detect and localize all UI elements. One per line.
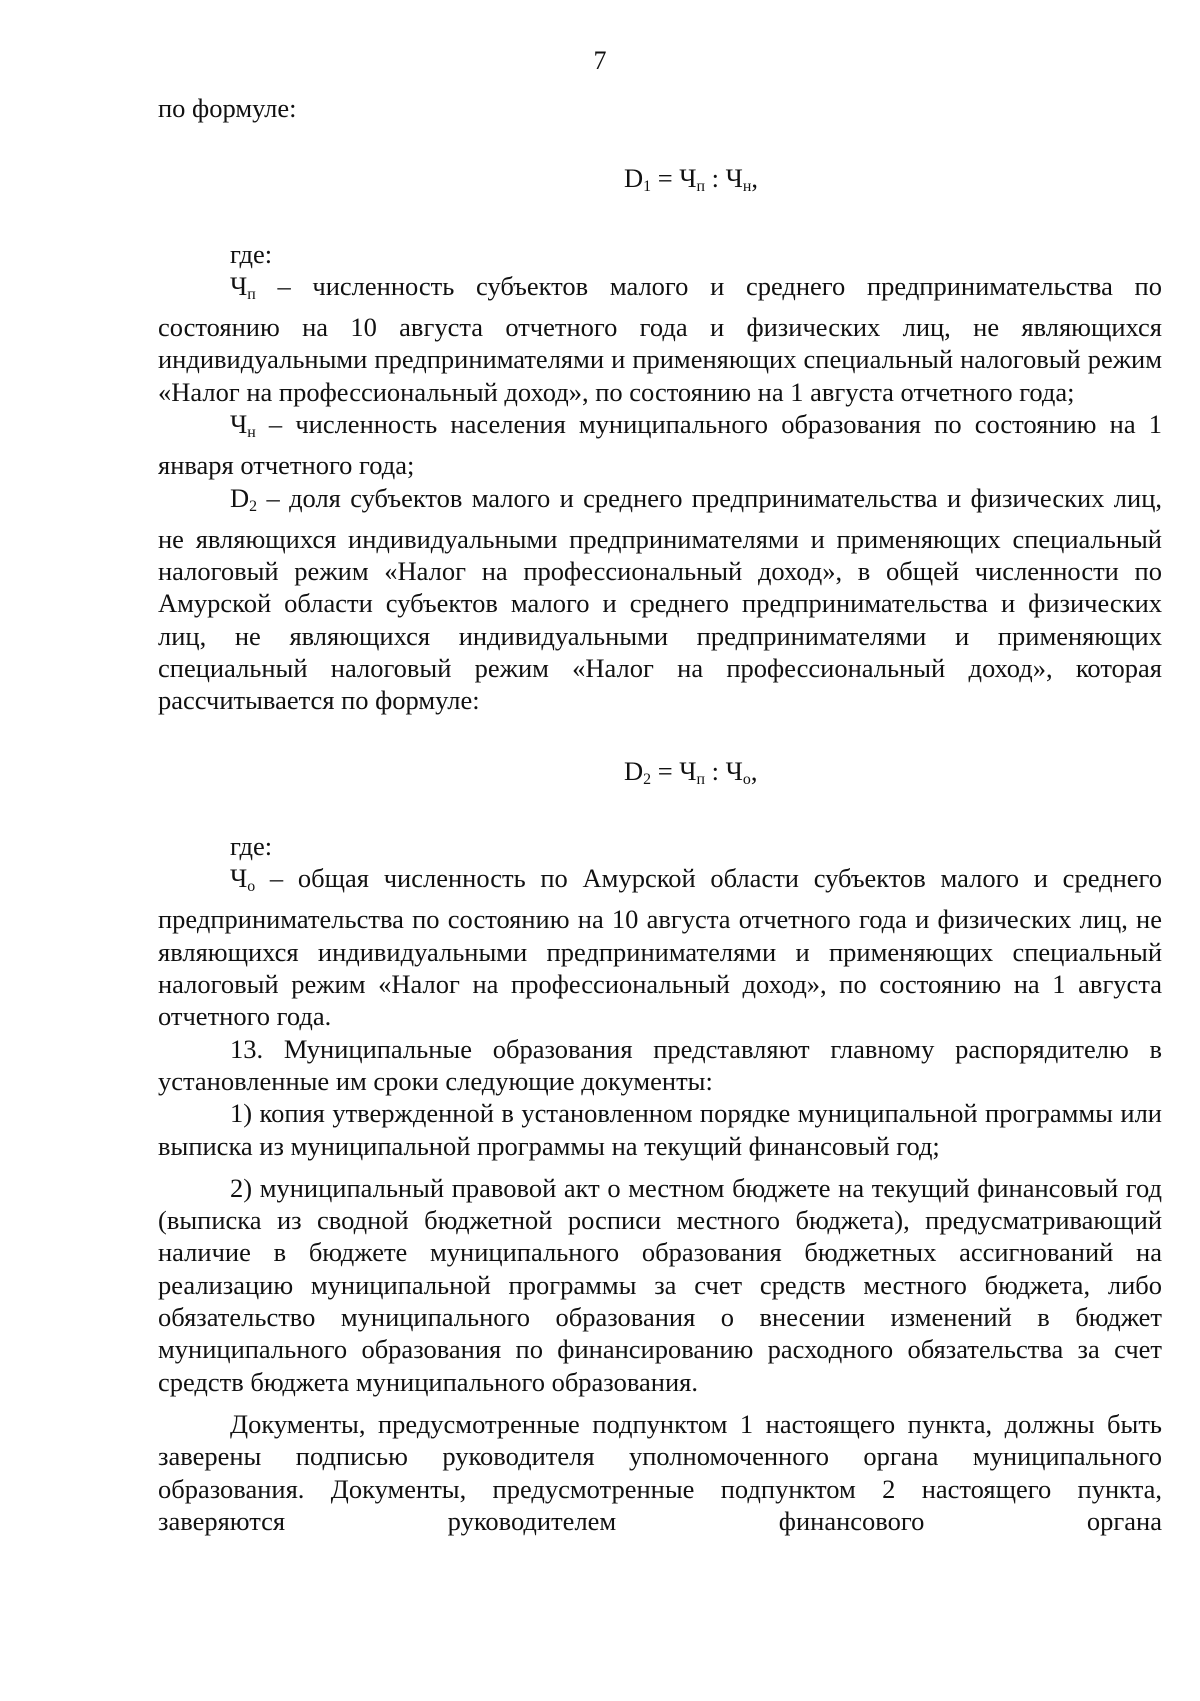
formula-d2-tail: , xyxy=(750,755,758,786)
definition-chp-text: – численность субъектов малого и среднего предпринимательства по состоянию на 10 августа отчетного года и физических лиц, не являющихся индивидуальными предпринимателями и применяющих специальный налоговый режим «Налог на профессиональный доход», по состоянию на 1 августа отчетного года; xyxy=(158,270,1162,407)
formula-d2-lhs-subscript: 2 xyxy=(643,770,652,788)
definition-cho-text: – общая численность по Амурской области субъектов малого и среднего предпринимательства по состоянию на 10 августа отчетного года и физических лиц, не являющихся индивидуальными предпринимателями и применяющих специальный налоговый режим «Налог на профессиональный доход», по состоянию на 1 августа отчетного года. xyxy=(158,863,1162,1032)
formula-d1-colon: : Ч xyxy=(705,163,743,194)
formula-d1 xyxy=(158,162,1162,203)
formula-d2 xyxy=(158,755,1162,796)
formula-d2-middle-subscript: п xyxy=(696,770,706,788)
definition-d2-symbol: D xyxy=(230,482,250,513)
formula-d2-lhs: D xyxy=(624,755,644,786)
formula-d1-tail: , xyxy=(751,163,759,194)
where-label-1: где: xyxy=(230,238,273,269)
lead-text: по формуле: xyxy=(158,93,297,123)
formula-d1-middle: = Ч xyxy=(651,163,697,194)
definition-chn-symbol: Ч xyxy=(230,409,248,440)
item-13: 13. Муниципальные образования представляют главному распорядителю в установленные им сроки следующие документы: xyxy=(158,1033,1162,1096)
definition-cho-symbol: Ч xyxy=(230,863,248,894)
formula-d1-lhs-subscript: 1 xyxy=(643,178,652,196)
definition-d2 xyxy=(158,482,1162,717)
documents-paragraph: Документы, предусмотренные подпунктом 1 настоящего пункта, должны быть заверены подписью руководителя уполномоченного органа муниципального образования. Документы, предусмотренные подпунктом 2 настоящего пункта, заверяются руководителем финансового органа xyxy=(158,1408,1162,1536)
definition-chp-symbol: Ч xyxy=(230,270,248,301)
subitem-1: 1) копия утвержденной в установленном порядке муниципальной программы или выписка из муниципальной программы на текущий финансовый год; xyxy=(158,1098,1162,1161)
formula-d1-lhs: D xyxy=(624,163,644,194)
where-label-2: где: xyxy=(230,830,273,861)
definition-chp-subscript: п xyxy=(247,285,256,303)
document-body xyxy=(158,92,1162,1537)
definition-d2-subscript: 2 xyxy=(249,497,258,515)
definition-cho xyxy=(158,862,1162,1032)
definition-chn xyxy=(158,408,1162,482)
definition-cho-subscript: о xyxy=(247,878,256,896)
page-number: 7 xyxy=(593,46,607,75)
definition-chn-subscript: н xyxy=(247,423,256,441)
formula-d1-middle-subscript: п xyxy=(696,178,706,196)
definition-chn-text: – численность населения муниципального образования по состоянию на 1 января отчетного года; xyxy=(158,409,1162,481)
formula-d2-colon: : Ч xyxy=(705,755,743,786)
formula-d1-rhs-subscript: н xyxy=(742,178,752,196)
definition-chp xyxy=(158,270,1162,408)
formula-d2-rhs-subscript: о xyxy=(742,770,751,788)
definition-d2-text: – доля субъектов малого и среднего предпринимательства и физических лиц, не являющихся индивидуальными предпринимателями и применяющих специальный налоговый режим «Налог на профессиональный доход», в общей численности по Амурской области субъектов малого и среднего предпринимательства и физических лиц, не являющихся индивидуальными предпринимателями и применяющих специальный налоговый режим «Налог на профессиональный доход», которая рассчитывается по формуле: xyxy=(158,482,1162,716)
formula-d2-middle: = Ч xyxy=(651,755,697,786)
subitem-2: 2) муниципальный правовой акт о местном бюджете на текущий финансовый год (выписка из сводной бюджетной росписи местного бюджета), предусматривающий наличие в бюджете муниципального образования бюджетных ассигнований на реализацию муниципальной программы за счет средств местного бюджета, либо обязательство муниципального образования о внесении изменений в бюджет муниципального образования по финансированию расходного обязательства за счет средств бюджета муниципального образования. xyxy=(158,1172,1162,1397)
